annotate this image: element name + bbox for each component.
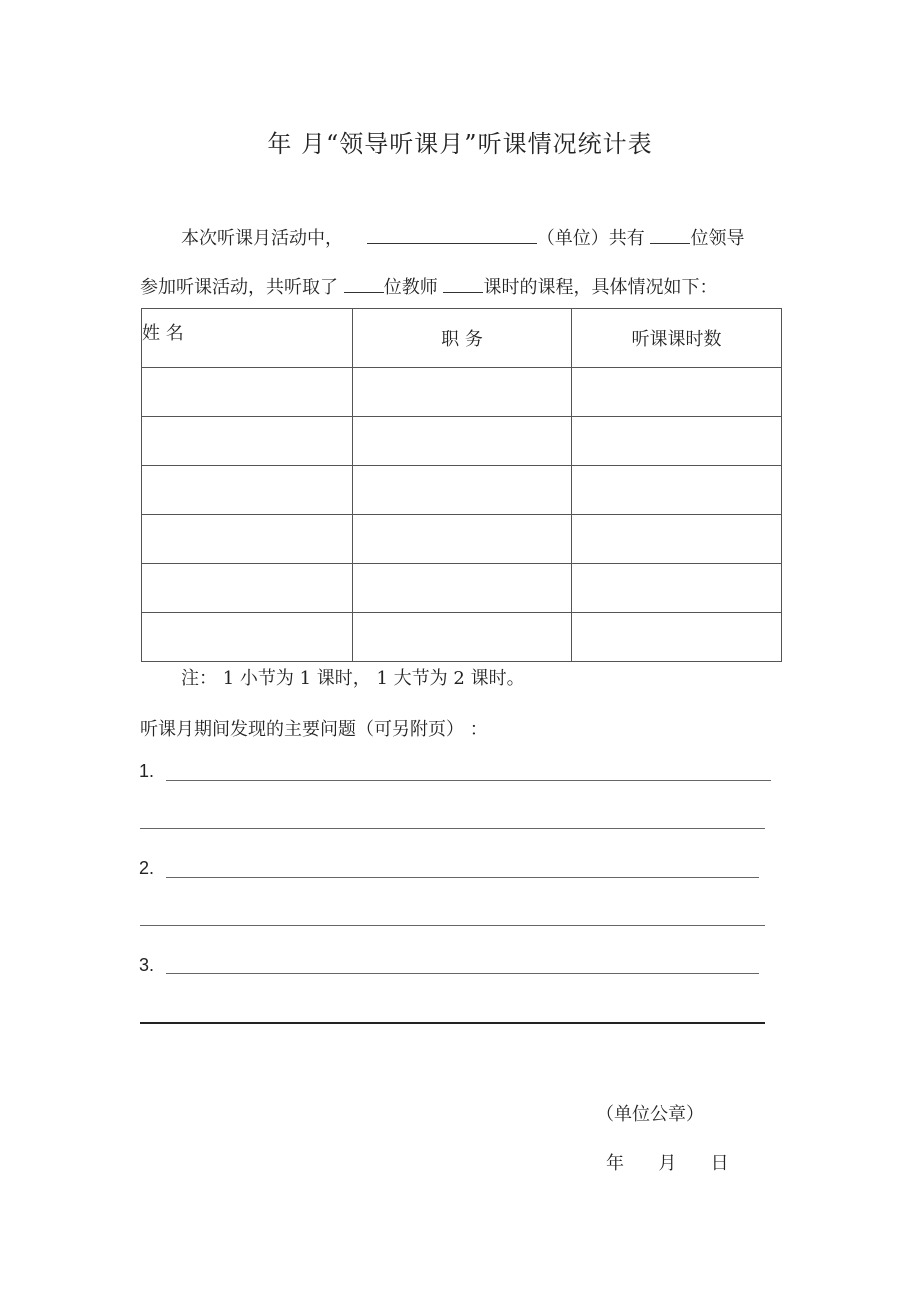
unit-blank[interactable] — [367, 225, 537, 244]
position-cell[interactable] — [353, 466, 572, 515]
table-row — [142, 368, 782, 417]
table-row — [142, 564, 782, 613]
name-cell[interactable] — [142, 466, 353, 515]
position-cell[interactable] — [353, 564, 572, 613]
intro-line2-end: 课时的课程，具体情况如下： — [483, 277, 718, 298]
issue-3-line-a[interactable] — [166, 973, 759, 974]
issue-1-line-a[interactable] — [166, 780, 771, 781]
intro-line1-start: 本次听课月活动中， — [181, 228, 343, 249]
intro-line1-end: 位领导 — [690, 228, 745, 249]
issue-2-line-a[interactable] — [166, 877, 759, 878]
issue-3-line-b[interactable] — [140, 1022, 765, 1024]
name-cell[interactable] — [142, 417, 353, 466]
position-cell[interactable] — [353, 417, 572, 466]
periods-cell[interactable] — [572, 613, 782, 662]
periods-cell[interactable] — [572, 466, 782, 515]
intro-line2-start: 参加听课活动，共听取了 — [140, 277, 338, 298]
intro-line-1 — [181, 224, 744, 250]
teacher-count-blank[interactable] — [344, 274, 384, 293]
periods-cell[interactable] — [572, 564, 782, 613]
issues-heading: 听课月期间发现的主要问题（可另附页） ： — [140, 719, 488, 740]
intro-line-2 — [140, 273, 717, 299]
periods-cell[interactable] — [572, 515, 782, 564]
name-cell[interactable] — [142, 564, 353, 613]
table-row — [142, 466, 782, 515]
intro-line1-unit: （单位）共有 — [536, 228, 645, 249]
issue-number-1: 1. — [139, 761, 155, 781]
leader-count-blank[interactable] — [650, 225, 690, 244]
table-note: 注： 1 小节为 1 课时， 1 大节为 2 课时。 — [181, 668, 525, 689]
name-cell[interactable] — [142, 368, 353, 417]
position-cell[interactable] — [353, 613, 572, 662]
page-title: 年 月“领导听课月”听课情况统计表 — [267, 130, 653, 158]
position-cell[interactable] — [353, 515, 572, 564]
periods-cell[interactable] — [572, 417, 782, 466]
issue-number-3: 3. — [139, 955, 155, 975]
table-row — [142, 613, 782, 662]
name-cell[interactable] — [142, 515, 353, 564]
unit-seal: （单位公章） — [596, 1104, 704, 1125]
issue-2-line-b[interactable] — [140, 925, 765, 926]
period-count-blank[interactable] — [443, 274, 483, 293]
table-row — [142, 417, 782, 466]
position-cell[interactable] — [353, 368, 572, 417]
header-position: 职 务 — [353, 309, 572, 368]
issue-number-2: 2. — [139, 858, 155, 878]
periods-cell[interactable] — [572, 368, 782, 417]
intro-line2-mid: 位教师 — [383, 277, 438, 298]
signature-date: 年 月 日 — [606, 1153, 729, 1174]
statistics-table — [141, 308, 782, 662]
issue-1-line-b[interactable] — [140, 828, 765, 829]
name-cell[interactable] — [142, 613, 353, 662]
table-header-row — [142, 309, 782, 368]
header-name: 姓 名 — [142, 309, 353, 368]
header-periods: 听课课时数 — [572, 309, 782, 368]
table-row — [142, 515, 782, 564]
